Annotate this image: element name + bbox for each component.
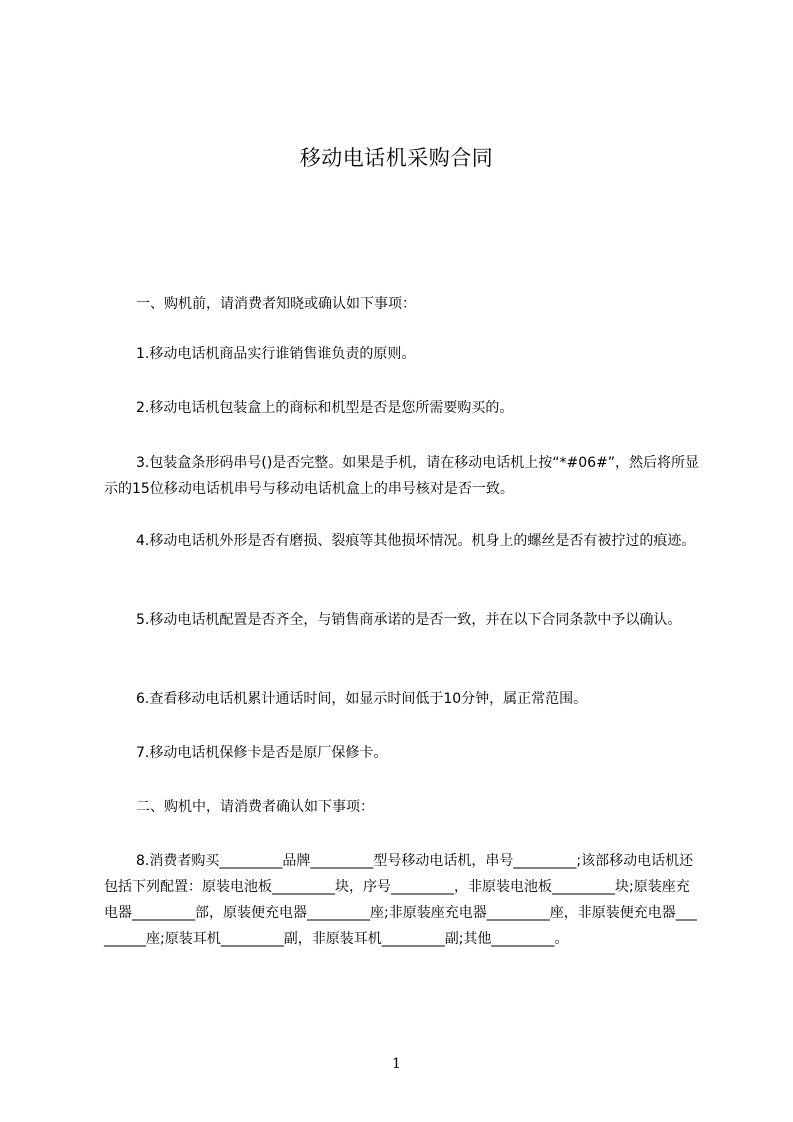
clause-item-6: 6.查看移动电话机累计通话时间，如显示时间低于10分钟，属正常范围。 — [136, 691, 588, 707]
clause-item-7: 7.移动电话机保修卡是否是原厂保修卡。 — [136, 745, 388, 761]
clause-item-8: 8.消费者购买_________品牌_________型号移动电话机，串号_________;该部移动电话机还包括下列配置：原装电池板_________块，序号_________，非原装电池板_________块;原装座充电器_________部，原装便充电器_________座;非原装座充电器_________座，非原装便充电器_________座;原装耳机_________副，非原装耳机_________副;其他_________。 — [104, 853, 697, 947]
clause-item-2: 2.移动电话机包装盒上的商标和机型是否是您所需要购买的。 — [136, 400, 514, 416]
section-heading-during-purchase: 二、购机中，请消费者确认如下事项： — [136, 799, 374, 815]
clause-item-4: 4.移动电话机外形是否有磨损、裂痕等其他损坏情况。机身上的螺丝是否有被拧过的痕迹。 — [136, 533, 696, 549]
document-title: 移动电话机采购合同 — [299, 146, 494, 170]
page-number: 1 — [392, 1056, 401, 1072]
clause-item-1: 1.移动电话机商品实行谁销售谁负责的原则。 — [136, 346, 416, 362]
clause-item-3: 3.包装盒条形码串号()是否完整。如果是手机，请在移动电话机上按“*#06#”，然后将所显示的15位移动电话机串号与移动电话机盒上的串号核对是否一致。 — [104, 455, 700, 497]
clause-item-5: 5.移动电话机配置是否齐全，与销售商承诺的是否一致，并在以下合同条款中予以确认。 — [136, 612, 682, 628]
section-heading-before-purchase: 一、购机前，请消费者知晓或确认如下事项： — [136, 296, 416, 312]
